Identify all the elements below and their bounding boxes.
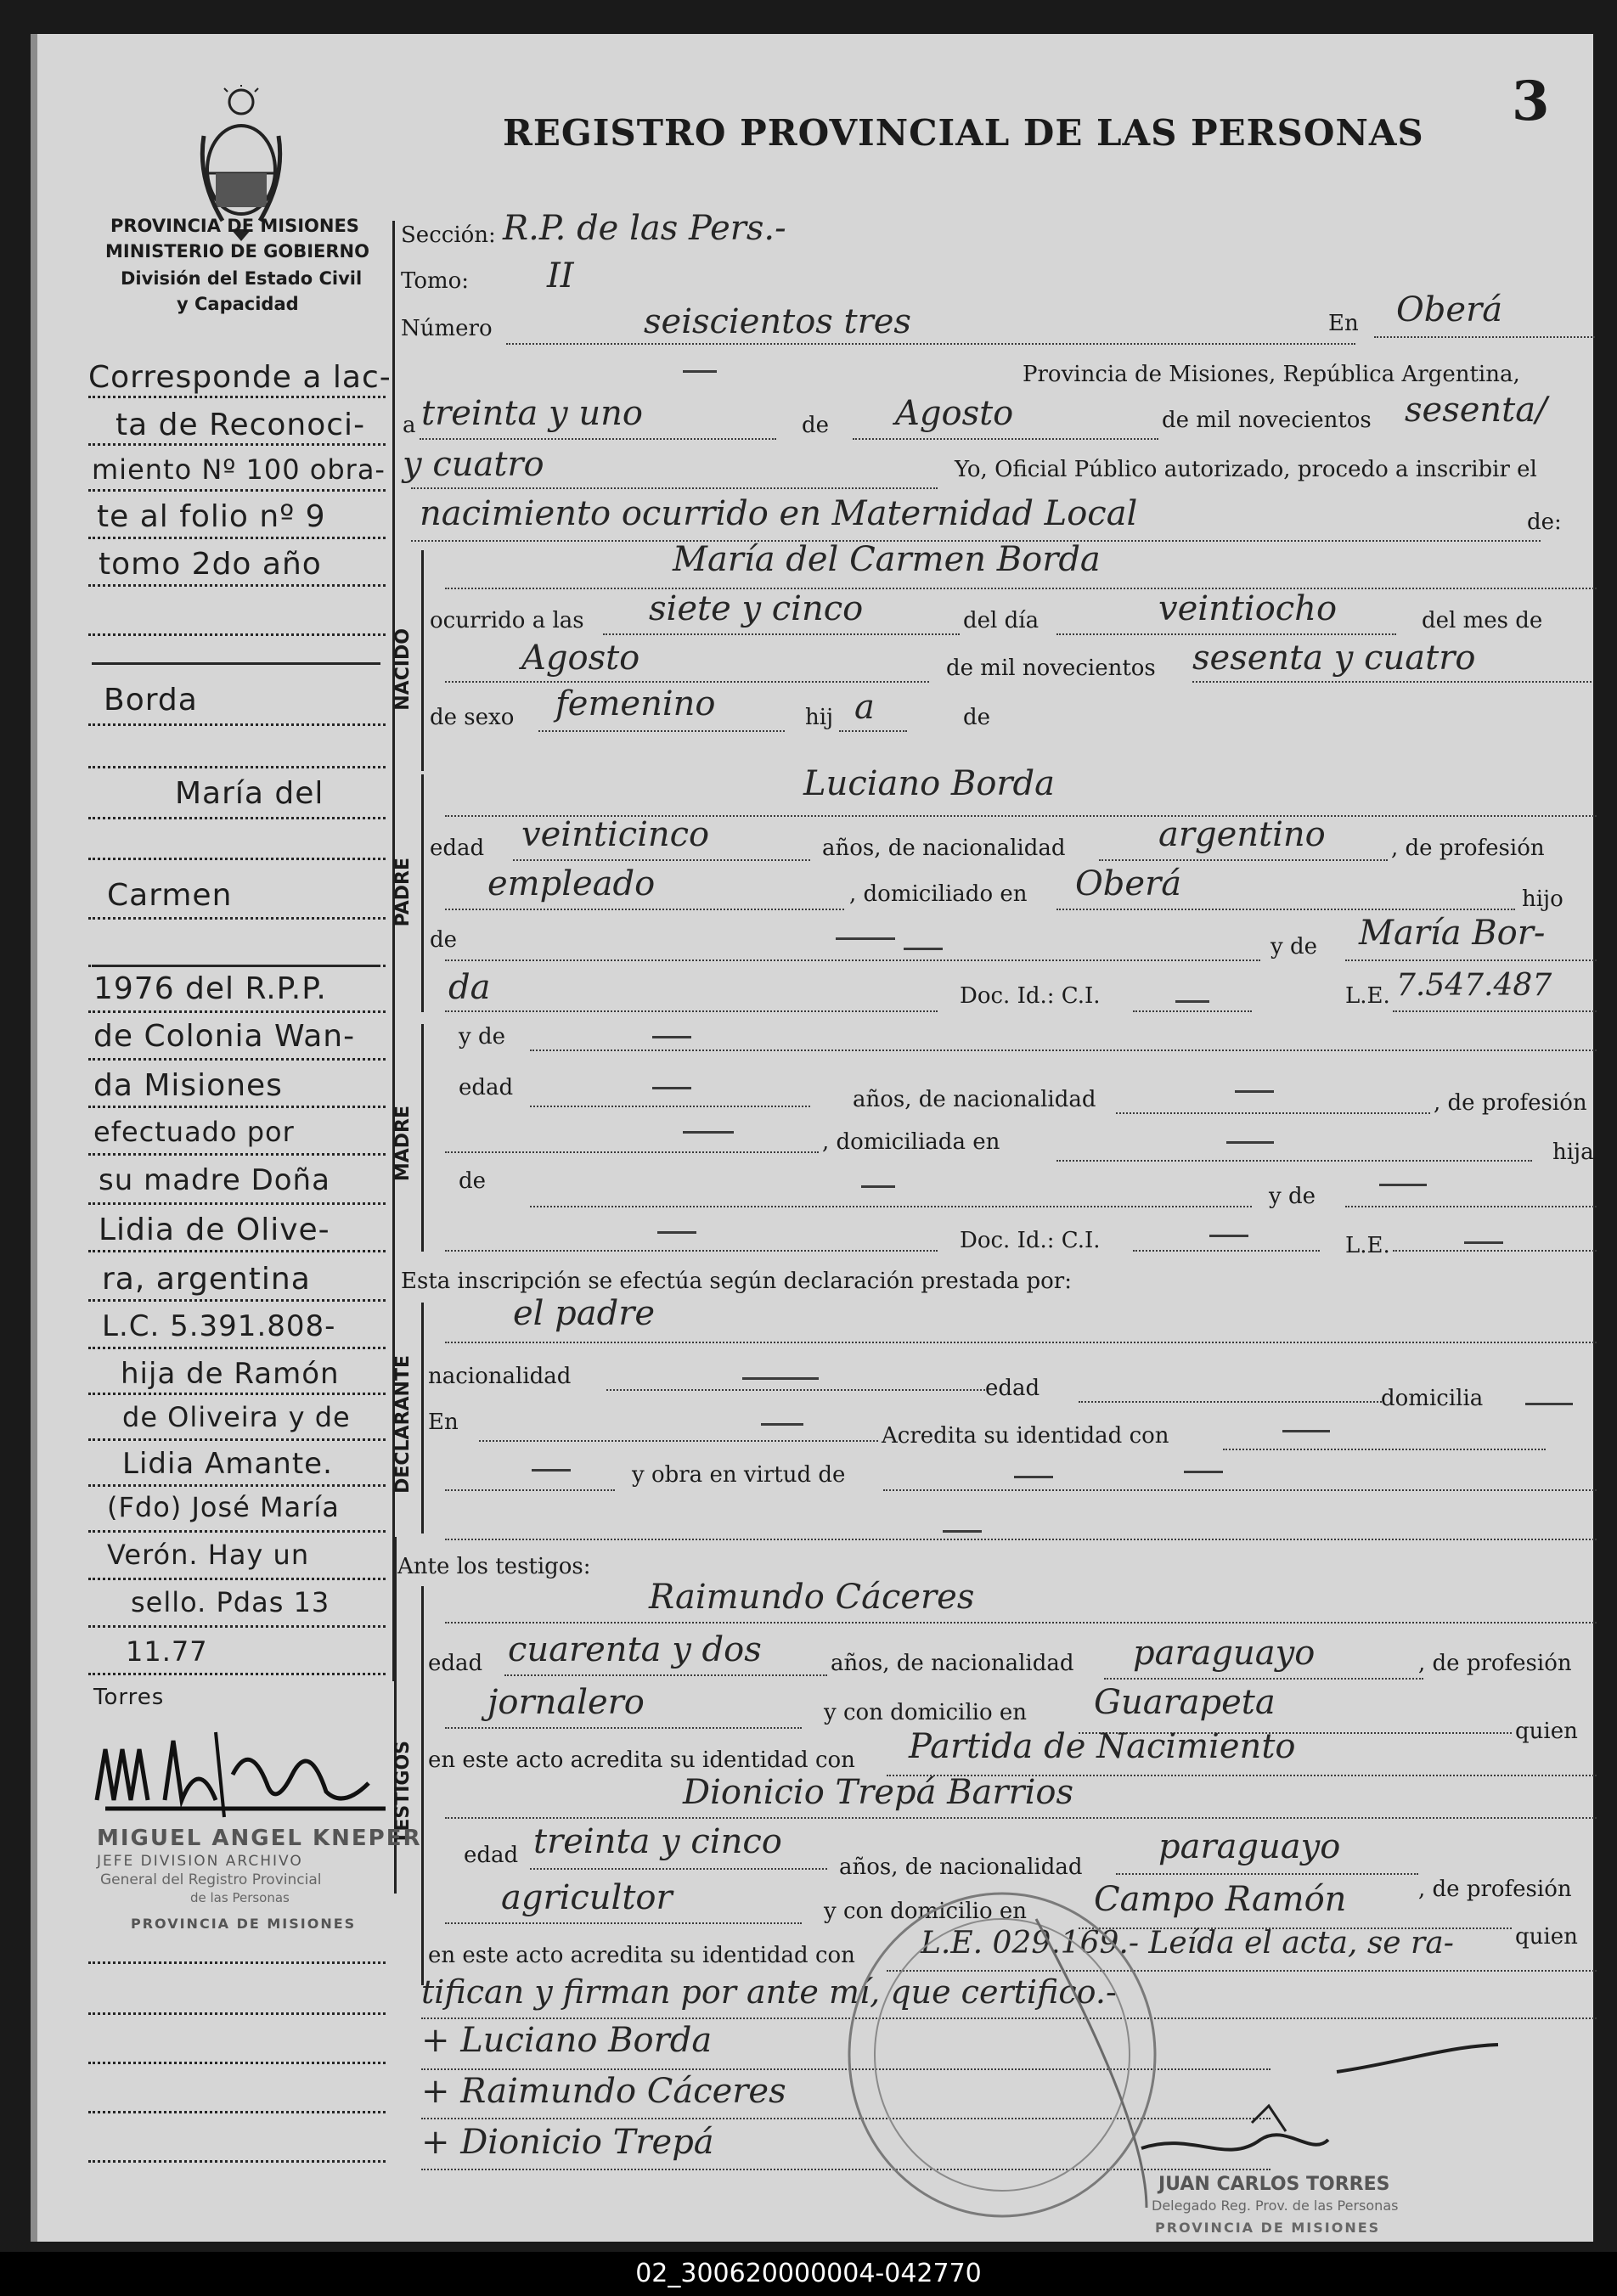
line-dia xyxy=(420,438,776,440)
label-yo-oficial: Yo, Oficial Público autorizado, procedo a inscribir el xyxy=(955,457,1537,482)
margin-signature-scribble xyxy=(88,1724,411,1826)
value-numero: seiscientos tres xyxy=(644,302,911,341)
margin-line-1: Corresponde a lac- xyxy=(88,360,392,395)
label-nacionalidad-decl: nacionalidad xyxy=(428,1364,572,1389)
line-declarante xyxy=(445,1342,1597,1343)
label-en-decl: En xyxy=(428,1410,459,1435)
label-testigo1-nacionalidad: años, de nacionalidad xyxy=(831,1651,1074,1676)
label-inscripcion: Esta inscripción se efectúa según declaración prestada por: xyxy=(401,1269,1072,1294)
label-ocurrido: ocurrido a las xyxy=(430,608,584,633)
margin-note-3: da Misiones xyxy=(93,1068,283,1103)
label-tomo: Tomo: xyxy=(401,268,470,294)
label-testigo1-quien: quien xyxy=(1515,1719,1578,1744)
value-testigo2-nombre: Dionicio Trepá Barrios xyxy=(683,1773,1074,1812)
line-hora xyxy=(603,633,960,635)
label-madre: MADRE xyxy=(392,1106,414,1182)
label-padre-de: de xyxy=(430,927,458,953)
dash-mark xyxy=(861,1185,895,1188)
value-testigo1-domicilio: Guarapeta xyxy=(1094,1683,1276,1722)
line-testigo1-nacionalidad xyxy=(1104,1678,1423,1680)
dash-mark xyxy=(1525,1403,1573,1405)
dash-mark xyxy=(1235,1090,1274,1093)
value-cierre: tifican y firman por ante mí, que certifico.- xyxy=(421,1973,1117,2011)
margin-rule xyxy=(88,1393,386,1395)
label-seccion: Sección: xyxy=(401,222,496,248)
margin-rule xyxy=(88,1106,386,1108)
org-line-3: División del Estado Civil xyxy=(121,268,363,289)
page-title: REGISTRO PROVINCIAL DE LAS PERSONAS xyxy=(503,112,1424,154)
margin-section-rule xyxy=(92,662,380,665)
label-domiciliado: , domiciliado en xyxy=(849,881,1028,907)
line-le-madre xyxy=(1393,1250,1597,1252)
margin-stamp-1: MIGUEL ANGEL KNEPER xyxy=(97,1826,422,1851)
dash-mark xyxy=(1014,1476,1053,1478)
value-tomo: II xyxy=(547,256,574,295)
margin-rule xyxy=(88,1250,386,1252)
label-madre-de: de xyxy=(459,1168,487,1194)
line-testigo2-edad xyxy=(530,1868,827,1870)
margin-note-12: (Fdo) José María xyxy=(107,1491,340,1523)
value-declarante: el padre xyxy=(513,1294,656,1333)
label-de-mil-2: de mil novecientos xyxy=(946,656,1156,681)
dash-mark xyxy=(943,1530,982,1533)
page-number: 3 xyxy=(1512,70,1550,133)
label-ante-testigos: Ante los testigos: xyxy=(397,1554,591,1579)
margin-rule xyxy=(88,1347,386,1349)
dash-mark xyxy=(1464,1241,1503,1244)
margin-nombre-1: María del xyxy=(175,776,324,811)
certificate-sheet xyxy=(31,34,1593,2242)
label-testigo2-edad: edad xyxy=(464,1843,519,1868)
line-numero xyxy=(506,343,1355,345)
label-hija: hija xyxy=(1552,1140,1594,1165)
margin-rule xyxy=(88,1058,386,1061)
margin-rule xyxy=(88,633,386,636)
value-anio-nac: sesenta y cuatro xyxy=(1192,639,1476,678)
label-doc-id-madre: Doc. Id.: C.I. xyxy=(960,1228,1101,1253)
official-signature-scribble xyxy=(1124,2038,1515,2174)
line-nacionalidad-decl xyxy=(606,1389,989,1391)
line-acredita xyxy=(1223,1449,1546,1450)
label-del-dia: del día xyxy=(963,608,1040,633)
label-madre-y-de: y de xyxy=(459,1024,505,1050)
line-edad-decl xyxy=(1079,1401,1384,1403)
label-numero: Número xyxy=(401,316,493,341)
value-padre-nombre: Luciano Borda xyxy=(803,764,1055,803)
dash-mark xyxy=(652,1087,691,1089)
label-obra: y obra en virtud de xyxy=(632,1462,846,1488)
margin-note-14: sello. Pdas 13 xyxy=(131,1586,330,1618)
label-edad-decl: edad xyxy=(985,1376,1040,1401)
margin-rule xyxy=(88,723,386,726)
line-le-padre xyxy=(1393,1010,1597,1012)
dash-mark xyxy=(742,1377,819,1380)
margin-line-4: te al folio nº 9 xyxy=(97,499,326,534)
value-testigo2-doc: L.E. 029.169.- Leída el acta, se ra- xyxy=(921,1926,1454,1961)
value-testigo1-edad: cuarenta y dos xyxy=(508,1630,762,1669)
margin-rule xyxy=(88,1202,386,1205)
label-declarante: DECLARANTE xyxy=(392,1355,414,1494)
line-obra-2 xyxy=(445,1539,1597,1540)
org-line-1: PROVINCIA DE MISIONES xyxy=(110,216,359,236)
margin-note-11: Lidia Amante. xyxy=(122,1447,333,1481)
label-padre-nacionalidad: años, de nacionalidad xyxy=(822,836,1066,861)
value-testigo1-nacionalidad: paraguayo xyxy=(1133,1634,1316,1673)
line-obra-value xyxy=(883,1489,1597,1491)
margin-rule xyxy=(88,2012,386,2015)
value-dia-nac: veintiocho xyxy=(1158,589,1338,628)
label-madre-y-de-2: y de xyxy=(1269,1184,1316,1209)
margin-rule xyxy=(88,1438,386,1441)
label-hijo: hijo xyxy=(1522,886,1563,912)
margin-torres: Torres xyxy=(93,1685,165,1710)
label-de-colon: de: xyxy=(1527,509,1562,535)
dash-mark xyxy=(683,1131,734,1134)
label-le-madre: L.E. xyxy=(1345,1233,1390,1258)
dash-mark xyxy=(683,370,717,373)
dash-mark xyxy=(1184,1471,1223,1473)
line-nombre xyxy=(445,588,1597,589)
value-padre-profesion: empleado xyxy=(487,864,656,903)
label-domiciliada: , domiciliada en xyxy=(822,1129,1000,1155)
margin-stamp-3: General del Registro Provincial xyxy=(100,1871,322,1888)
margin-note-4: efectuado por xyxy=(93,1116,295,1148)
label-testigo2-acredita: en este acto acredita su identidad con xyxy=(428,1943,855,1968)
signature-1: + Luciano Borda xyxy=(421,2021,713,2060)
label-doc-id-padre: Doc. Id.: C.I. xyxy=(960,983,1101,1009)
margin-rule xyxy=(88,489,386,492)
margin-rule xyxy=(88,396,386,398)
margin-note-6: Lidia de Olive- xyxy=(99,1213,330,1247)
signature-2: + Raimundo Cáceres xyxy=(421,2072,786,2111)
label-testigo2-nacionalidad: años, de nacionalidad xyxy=(839,1854,1083,1880)
line-anio-nac xyxy=(1192,681,1592,683)
margin-rule xyxy=(88,443,386,446)
bottom-stamp-line-1: JUAN CARLOS TORRES xyxy=(1158,2174,1390,2195)
margin-rule xyxy=(88,817,386,819)
label-provincia: Provincia de Misiones, República Argentina, xyxy=(1023,362,1520,387)
dash-mark xyxy=(657,1231,696,1234)
value-testigo1-profesion: jornalero xyxy=(487,1683,645,1722)
dash-mark xyxy=(532,1469,571,1472)
line-testigo1-profesion xyxy=(445,1727,802,1729)
margin-rule xyxy=(88,917,386,920)
label-testigo2-domicilio: y con domicilio en xyxy=(824,1899,1028,1924)
margin-rule xyxy=(88,584,386,587)
dash-mark xyxy=(1226,1141,1274,1144)
label-madre-nacionalidad: años, de nacionalidad xyxy=(853,1087,1096,1112)
value-hij-sufijo: a xyxy=(854,688,875,727)
line-madre-profesion xyxy=(445,1151,819,1153)
line-anio xyxy=(411,487,938,489)
line-testigo1-nombre xyxy=(445,1622,1597,1624)
value-padre-le: 7.547.487 xyxy=(1396,968,1552,1003)
line-padre-edad xyxy=(513,859,810,861)
margin-note-2: de Colonia Wan- xyxy=(93,1019,356,1054)
value-seccion: R.P. de las Pers.- xyxy=(503,209,786,248)
margin-rule xyxy=(88,766,386,768)
line-abuelo xyxy=(445,959,1260,961)
value-testigo2-nacionalidad: paraguayo xyxy=(1158,1827,1341,1866)
bottom-stamp-line-2: Delegado Reg. Prov. de las Personas xyxy=(1152,2198,1399,2214)
label-nacido: NACIDO xyxy=(392,628,414,711)
value-mes: Agosto xyxy=(895,394,1014,433)
label-de-padres: de xyxy=(963,705,991,730)
line-madre-madre xyxy=(1345,1206,1597,1207)
label-testigo1-edad: edad xyxy=(428,1651,483,1676)
signature-3: + Dionicio Trepá xyxy=(421,2123,714,2162)
round-seal-stamp xyxy=(841,1885,1163,2225)
value-testigo1-nombre: Raimundo Cáceres xyxy=(649,1578,975,1617)
margin-note-5: su madre Doña xyxy=(99,1163,330,1197)
line-ci-madre xyxy=(1133,1250,1320,1252)
margin-section-rule xyxy=(92,965,380,967)
value-testigo2-edad: treinta y cinco xyxy=(533,1822,782,1861)
label-testigo1-domicilio: y con domicilio en xyxy=(824,1700,1028,1725)
margin-note-10: de Oliveira y de xyxy=(122,1401,351,1433)
margin-note-7: ra, argentina xyxy=(102,1262,311,1297)
label-testigo2-quien: quien xyxy=(1515,1924,1578,1950)
margin-rule xyxy=(88,2160,386,2163)
line-testigo2-nombre xyxy=(445,1817,1597,1819)
line-madre-domicilio xyxy=(1056,1160,1532,1162)
value-testigo1-doc: Partida de Nacimiento xyxy=(909,1727,1296,1766)
line-hij xyxy=(839,730,907,732)
line-dia-nac xyxy=(1056,633,1396,635)
label-testigo1-profesion: , de profesión xyxy=(1418,1651,1572,1676)
label-le-padre: L.E. xyxy=(1345,983,1390,1009)
label-del-mes: del mes de xyxy=(1422,608,1543,633)
label-testigo1-acredita: en este acto acredita su identidad con xyxy=(428,1747,855,1773)
margin-rule xyxy=(88,2111,386,2113)
margin-note-9: hija de Ramón xyxy=(121,1357,340,1391)
dash-mark xyxy=(904,948,943,950)
margin-rule xyxy=(88,537,386,539)
line-madre-edad xyxy=(530,1106,810,1107)
value-abuela-1: María Bor- xyxy=(1359,914,1546,953)
scan-id: 02_300620000004-042770 xyxy=(635,2259,982,2288)
org-line-2: MINISTERIO DE GOBIERNO xyxy=(105,241,369,262)
dash-mark xyxy=(1379,1184,1427,1186)
bottom-stamp-line-3: PROVINCIA DE MISIONES xyxy=(1155,2220,1381,2236)
line-abuela xyxy=(1345,959,1597,961)
value-nombre: María del Carmen Borda xyxy=(673,540,1101,579)
line-padre-nacionalidad xyxy=(1099,859,1388,861)
value-sexo: femenino xyxy=(555,684,716,723)
value-padre-domicilio: Oberá xyxy=(1075,864,1182,903)
margin-rule xyxy=(88,1578,386,1580)
margin-stamp-2: JEFE DIVISION ARCHIVO xyxy=(97,1853,303,1870)
value-dia: treinta y uno xyxy=(421,394,643,433)
margin-rule xyxy=(88,1961,386,1964)
nacido-bracket xyxy=(421,550,424,771)
label-a: a xyxy=(403,413,416,438)
label-de-mil-novecientos: de mil novecientos xyxy=(1162,408,1372,433)
label-testigos: TESTIGOS xyxy=(392,1741,414,1844)
margin-stamp-4: de las Personas xyxy=(190,1890,290,1905)
label-padre: PADRE xyxy=(392,858,414,927)
margin-rule xyxy=(88,1299,386,1302)
margin-nombre-2: Carmen xyxy=(107,878,233,913)
dash-mark xyxy=(1282,1430,1330,1432)
line-en-decl xyxy=(479,1440,878,1442)
line-padre-domicilio xyxy=(1056,909,1515,910)
value-padre-nacionalidad: argentino xyxy=(1158,815,1326,854)
dash-mark xyxy=(836,937,895,940)
label-madre-edad: edad xyxy=(459,1075,514,1100)
label-hij: hij xyxy=(805,705,834,730)
margin-line-5: tomo 2do año xyxy=(99,547,322,582)
dash-mark xyxy=(761,1423,803,1426)
line-testigo2-profesion xyxy=(445,1922,802,1924)
line-testigo1-edad xyxy=(504,1674,827,1676)
margin-note-15: 11.77 xyxy=(126,1635,208,1668)
margin-apellido: Borda xyxy=(104,683,198,718)
value-anio-1: sesenta/ xyxy=(1405,391,1547,430)
line-madre-nacionalidad xyxy=(1116,1112,1430,1114)
margin-line-2: ta de Reconoci- xyxy=(116,408,366,442)
margin-note-13: Verón. Hay un xyxy=(107,1539,310,1571)
dash-mark xyxy=(652,1036,691,1038)
scan-footer xyxy=(0,2252,1617,2296)
value-lugar: Oberá xyxy=(1396,290,1503,329)
label-de-sexo: de sexo xyxy=(430,705,515,730)
line-sexo xyxy=(538,730,785,732)
line-lugar xyxy=(1374,336,1595,338)
value-testigo2-domicilio: Campo Ramón xyxy=(1094,1880,1347,1919)
margin-rule xyxy=(88,2062,386,2064)
label-madre-profesion: , de profesión xyxy=(1434,1090,1587,1116)
margin-rule xyxy=(88,858,386,860)
line-abuela-2 xyxy=(445,1010,938,1012)
margin-stamp-5: PROVINCIA DE MISIONES xyxy=(131,1916,357,1932)
madre-bracket xyxy=(421,1024,424,1252)
label-padre-profesion: , de profesión xyxy=(1391,836,1545,861)
value-nacimiento: nacimiento ocurrido en Maternidad Local xyxy=(420,494,1138,533)
label-acredita: Acredita su identidad con xyxy=(882,1423,1169,1449)
label-padre-edad: edad xyxy=(430,836,485,861)
line-mes-nac xyxy=(445,681,929,683)
margin-line-3: miento Nº 100 obra- xyxy=(92,453,386,486)
org-line-4: y Capacidad xyxy=(177,294,299,314)
value-mes-nac: Agosto xyxy=(521,639,640,678)
declarante-bracket xyxy=(421,1303,424,1533)
value-abuela-2: da xyxy=(448,968,491,1007)
padre-bracket xyxy=(421,774,424,1012)
dash-mark xyxy=(1209,1235,1248,1237)
margin-note-8: L.C. 5.391.808- xyxy=(102,1309,336,1343)
value-anio-2: y cuatro xyxy=(403,445,544,484)
label-domicilia: domicilia xyxy=(1381,1386,1484,1411)
value-testigo2-profesion: agricultor xyxy=(501,1878,673,1917)
line-obra xyxy=(445,1489,615,1491)
margin-rule xyxy=(88,1484,386,1487)
label-y-de: y de xyxy=(1270,934,1317,959)
line-madre-nombre xyxy=(530,1050,1597,1051)
margin-rule xyxy=(88,1010,386,1013)
margin-rule xyxy=(88,1673,386,1675)
label-testigo2-profesion: , de profesión xyxy=(1418,1877,1572,1902)
dash-mark xyxy=(1175,1000,1209,1003)
line-ci-padre xyxy=(1133,1010,1252,1012)
label-de-mes: de xyxy=(802,413,830,438)
value-hora: siete y cinco xyxy=(649,589,864,628)
margin-rule xyxy=(88,1625,386,1628)
line-padre-profesion xyxy=(445,909,844,910)
line-mes xyxy=(853,438,1158,440)
margin-note-1: 1976 del R.P.P. xyxy=(93,971,327,1006)
line-testigo2-nacionalidad xyxy=(1116,1873,1418,1875)
label-en: En xyxy=(1328,311,1359,336)
margin-rule xyxy=(88,1153,386,1156)
line-madre-padres xyxy=(530,1206,1252,1207)
line-madre-doc xyxy=(445,1250,938,1252)
testigos-bracket xyxy=(421,1586,424,1985)
margin-rule xyxy=(88,1530,386,1533)
value-padre-edad: veinticinco xyxy=(521,815,710,854)
